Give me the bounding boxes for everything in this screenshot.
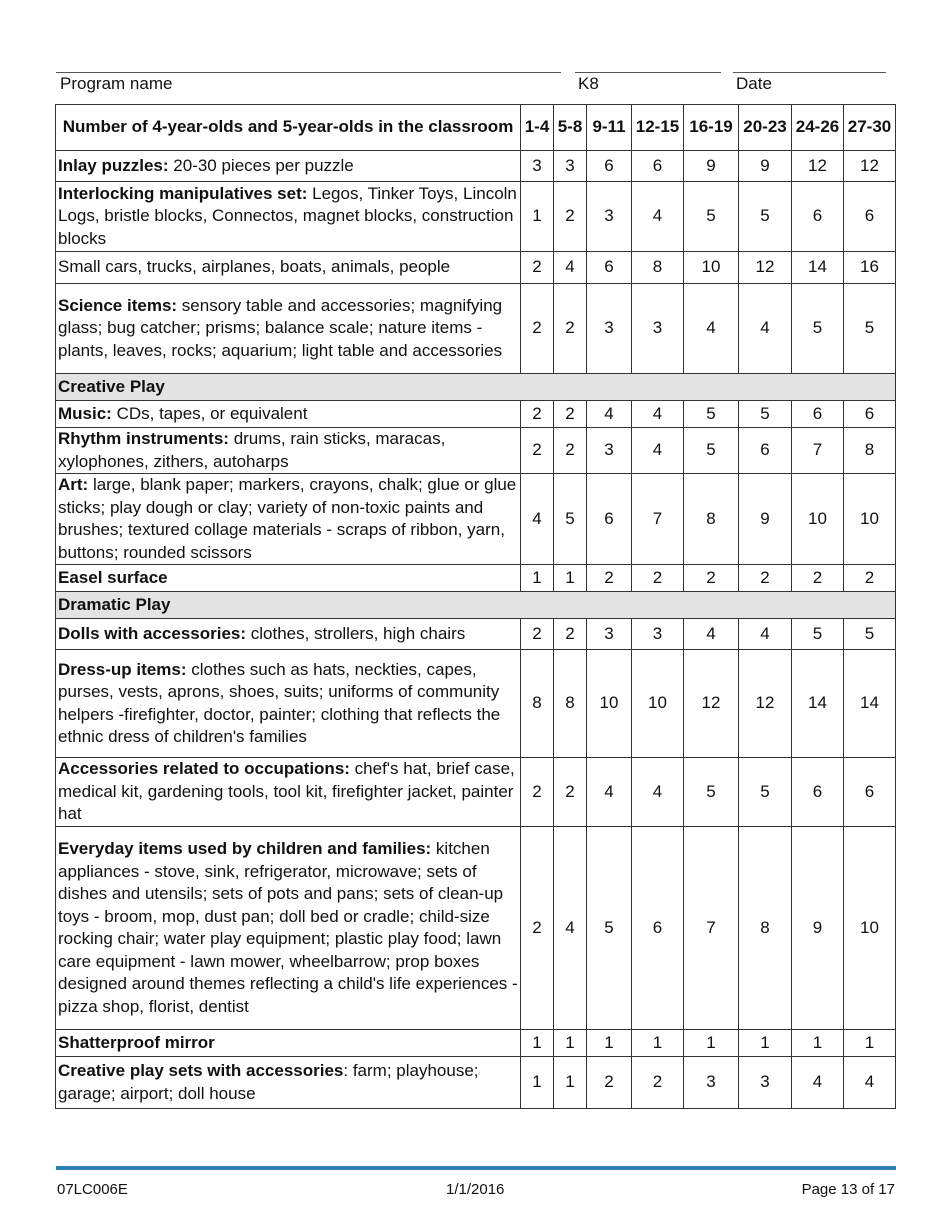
table-row <box>56 151 896 182</box>
item-detail: drums, rain sticks, maracas, xylophones, zithers, autoharps <box>58 429 446 471</box>
quantity-cell: 14 <box>792 650 844 758</box>
table-body <box>56 151 896 1109</box>
quantity-cell: 6 <box>792 758 844 827</box>
section-title: Creative Play <box>56 374 896 401</box>
column-header: 16-19 <box>684 105 739 151</box>
column-header: 27-30 <box>844 105 896 151</box>
item-description <box>56 284 521 374</box>
quantity-cell: 10 <box>587 650 632 758</box>
item-label: Interlocking manipulatives set: <box>58 183 308 203</box>
quantity-cell: 4 <box>521 474 554 565</box>
quantity-cell: 8 <box>844 428 896 474</box>
quantity-cell: 3 <box>521 151 554 182</box>
date-label: Date <box>736 74 772 93</box>
quantity-cell: 6 <box>844 758 896 827</box>
quantity-cell: 9 <box>739 474 792 565</box>
quantity-cell: 2 <box>521 827 554 1030</box>
quantity-cell: 3 <box>632 619 684 650</box>
quantity-cell: 6 <box>587 151 632 182</box>
section-row <box>56 592 896 619</box>
quantity-cell: 1 <box>632 1030 684 1057</box>
column-header: 12-15 <box>632 105 684 151</box>
table-row <box>56 1057 896 1109</box>
quantity-cell: 7 <box>792 428 844 474</box>
item-description <box>56 252 521 284</box>
item-description <box>56 474 521 565</box>
quantity-cell: 5 <box>739 758 792 827</box>
item-description <box>56 758 521 827</box>
item-description <box>56 1057 521 1109</box>
item-detail: Legos, Tinker Toys, Lincoln Logs, bristle blocks, Connectos, magnet blocks, construction blocks <box>58 183 517 248</box>
item-label: Inlay puzzles: <box>58 155 169 175</box>
item-detail: : farm; playhouse; garage; airport; doll house <box>58 1061 479 1103</box>
quantity-cell: 1 <box>844 1030 896 1057</box>
quantity-cell: 12 <box>739 252 792 284</box>
table-row <box>56 474 896 565</box>
quantity-cell: 5 <box>684 758 739 827</box>
item-label: Easel surface <box>58 567 168 587</box>
quantity-cell: 1 <box>554 1057 587 1109</box>
quantity-cell: 4 <box>587 401 632 428</box>
quantity-cell: 4 <box>844 1057 896 1109</box>
quantity-cell: 2 <box>554 758 587 827</box>
quantity-cell: 2 <box>554 619 587 650</box>
quantity-cell: 7 <box>632 474 684 565</box>
date-field <box>733 72 886 94</box>
quantity-cell: 4 <box>587 758 632 827</box>
quantity-cell: 2 <box>844 565 896 592</box>
quantity-cell: 6 <box>632 151 684 182</box>
item-detail: large, blank paper; markers, crayons, chalk; glue or glue sticks; play dough or clay; variety of non-toxic paints and brushes; textured collage materials - scraps of ribbon, yarn, buttons; rounded scissors <box>58 475 517 562</box>
section-title: Dramatic Play <box>56 592 896 619</box>
quantity-cell: 4 <box>684 284 739 374</box>
quantity-cell: 10 <box>844 474 896 565</box>
quantity-cell: 6 <box>792 182 844 252</box>
quantity-cell: 2 <box>521 619 554 650</box>
quantity-cell: 3 <box>684 1057 739 1109</box>
quantity-cell: 2 <box>554 284 587 374</box>
quantity-cell: 12 <box>739 650 792 758</box>
item-detail: sensory table and accessories; magnifying glass; bug catcher; prisms; balance scale; nature items - plants, leaves, rocks; aquarium; light table and accessories <box>58 295 503 360</box>
column-header: 24-26 <box>792 105 844 151</box>
footer-date: 1/1/2016 <box>446 1181 505 1198</box>
quantity-cell: 8 <box>632 252 684 284</box>
quantity-cell: 10 <box>632 650 684 758</box>
item-label: Dolls with accessories: <box>58 623 247 643</box>
quantity-cell: 12 <box>684 650 739 758</box>
item-description <box>56 619 521 650</box>
quantity-cell: 6 <box>587 474 632 565</box>
quantity-cell: 3 <box>587 182 632 252</box>
item-detail: CDs, tapes, or equivalent <box>111 403 308 423</box>
quantity-cell: 1 <box>521 182 554 252</box>
quantity-cell: 4 <box>632 401 684 428</box>
item-description <box>56 650 521 758</box>
footer-document-code: 07LC006E <box>57 1181 128 1198</box>
quantity-cell: 4 <box>739 284 792 374</box>
quantity-cell: 4 <box>632 182 684 252</box>
quantity-cell: 9 <box>792 827 844 1030</box>
column-header: 20-23 <box>739 105 792 151</box>
item-detail: kitchen appliances - stove, sink, refrigerator, microwave; sets of dishes and utensils; sets of pots and pans; sets of clean-up toys - broom, mop, dust pan; doll bed or cradle; child-size rocking chair; water play equipment; plastic play food; lawn care equipment - lawn mower, wheelbarrow; prop boxes designed around themes reflecting a child's life experiences - pizza shop, florist, dentist <box>58 839 518 1016</box>
quantity-cell: 2 <box>792 565 844 592</box>
quantity-cell: 2 <box>554 428 587 474</box>
column-header: 1-4 <box>521 105 554 151</box>
quantity-cell: 5 <box>684 182 739 252</box>
quantity-cell: 2 <box>684 565 739 592</box>
item-label: Everyday items used by children and families: <box>58 839 432 858</box>
quantity-cell: 6 <box>587 252 632 284</box>
quantity-cell: 1 <box>739 1030 792 1057</box>
item-label: Science items: <box>58 295 178 315</box>
table-row <box>56 284 896 374</box>
quantity-cell: 5 <box>739 182 792 252</box>
quantity-cell: 1 <box>521 1030 554 1057</box>
table-row <box>56 565 896 592</box>
quantity-cell: 8 <box>684 474 739 565</box>
quantity-cell: 2 <box>521 758 554 827</box>
quantity-cell: 14 <box>844 650 896 758</box>
quantity-cell: 5 <box>792 284 844 374</box>
quantity-cell: 10 <box>792 474 844 565</box>
quantity-cell: 2 <box>632 565 684 592</box>
quantity-cell: 10 <box>844 827 896 1030</box>
quantity-cell: 8 <box>521 650 554 758</box>
quantity-cell: 5 <box>844 284 896 374</box>
quantity-cell: 3 <box>632 284 684 374</box>
quantity-cell: 1 <box>554 1030 587 1057</box>
quantity-cell: 2 <box>521 401 554 428</box>
item-detail: chef's hat, brief case, medical kit, gardening tools, tool kit, firefighter jacket, painter hat <box>58 759 515 824</box>
table-header-row <box>56 105 896 151</box>
quantity-cell: 1 <box>554 565 587 592</box>
k8-field <box>575 72 721 94</box>
program-name-field <box>56 72 561 94</box>
item-description <box>56 428 521 474</box>
quantity-cell: 2 <box>739 565 792 592</box>
quantity-cell: 3 <box>587 619 632 650</box>
table-row <box>56 428 896 474</box>
item-label: Rhythm instruments: <box>58 429 229 448</box>
table-row <box>56 758 896 827</box>
quantity-cell: 3 <box>587 428 632 474</box>
quantity-cell: 5 <box>587 827 632 1030</box>
quantity-cell: 6 <box>632 827 684 1030</box>
quantity-cell: 7 <box>684 827 739 1030</box>
quantity-cell: 4 <box>739 619 792 650</box>
quantity-cell: 6 <box>844 182 896 252</box>
quantity-cell: 4 <box>554 252 587 284</box>
quantity-cell: 5 <box>684 401 739 428</box>
quantity-cell: 6 <box>844 401 896 428</box>
column-header: 5-8 <box>554 105 587 151</box>
item-label: Creative play sets with accessories <box>58 1061 344 1080</box>
item-detail: clothes, strollers, high chairs <box>246 623 466 643</box>
item-detail: clothes such as hats, neckties, capes, purses, vests, aprons, shoes, suits; uniforms of community helpers -firefighter, doctor, painter; clothing that reflects the ethnic dress of children's families <box>58 659 501 746</box>
quantity-cell: 2 <box>632 1057 684 1109</box>
quantity-cell: 3 <box>739 1057 792 1109</box>
quantity-cell: 4 <box>632 428 684 474</box>
item-description <box>56 1030 521 1057</box>
quantity-cell: 2 <box>554 182 587 252</box>
table-row <box>56 401 896 428</box>
item-description <box>56 401 521 428</box>
quantity-cell: 5 <box>739 401 792 428</box>
quantity-cell: 12 <box>792 151 844 182</box>
quantity-cell: 4 <box>792 1057 844 1109</box>
quantity-cell: 5 <box>844 619 896 650</box>
quantity-cell: 9 <box>739 151 792 182</box>
quantity-cell: 1 <box>587 1030 632 1057</box>
quantity-cell: 5 <box>554 474 587 565</box>
quantity-cell: 2 <box>521 428 554 474</box>
item-label: Music: <box>58 403 112 423</box>
table-row <box>56 252 896 284</box>
item-label: Shatterproof mirror <box>58 1032 215 1052</box>
quantity-cell: 9 <box>684 151 739 182</box>
table-row <box>56 619 896 650</box>
item-detail: 20-30 pieces per puzzle <box>168 155 354 175</box>
quantity-cell: 4 <box>684 619 739 650</box>
table-row <box>56 827 896 1030</box>
item-label: Art: <box>58 475 89 494</box>
quantity-cell: 1 <box>521 1057 554 1109</box>
quantity-cell: 12 <box>844 151 896 182</box>
item-description <box>56 182 521 252</box>
item-description <box>56 565 521 592</box>
quantity-cell: 1 <box>521 565 554 592</box>
quantity-cell: 5 <box>792 619 844 650</box>
quantity-cell: 5 <box>684 428 739 474</box>
quantity-cell: 10 <box>684 252 739 284</box>
table-row <box>56 182 896 252</box>
header-label: Number of 4-year-olds and 5-year-olds in the classroom <box>56 105 521 151</box>
quantity-cell: 14 <box>792 252 844 284</box>
quantity-cell: 8 <box>554 650 587 758</box>
program-name-label: Program name <box>60 74 173 93</box>
quantity-cell: 4 <box>632 758 684 827</box>
quantity-cell: 6 <box>739 428 792 474</box>
table-row <box>56 650 896 758</box>
equipment-requirements-table <box>55 104 896 1109</box>
item-detail: Small cars, trucks, airplanes, boats, animals, people <box>58 257 451 277</box>
quantity-cell: 4 <box>554 827 587 1030</box>
quantity-cell: 3 <box>587 284 632 374</box>
k8-label: K8 <box>578 74 599 93</box>
section-row <box>56 374 896 401</box>
quantity-cell: 1 <box>684 1030 739 1057</box>
quantity-cell: 1 <box>792 1030 844 1057</box>
item-description <box>56 151 521 182</box>
column-header: 9-11 <box>587 105 632 151</box>
quantity-cell: 2 <box>521 284 554 374</box>
quantity-cell: 3 <box>554 151 587 182</box>
footer-page-number: Page 13 of 17 <box>801 1181 895 1198</box>
table-row <box>56 1030 896 1057</box>
quantity-cell: 16 <box>844 252 896 284</box>
item-description <box>56 827 521 1030</box>
footer-rule <box>56 1166 896 1170</box>
quantity-cell: 2 <box>587 1057 632 1109</box>
quantity-cell: 2 <box>554 401 587 428</box>
quantity-cell: 6 <box>792 401 844 428</box>
item-label: Accessories related to occupations: <box>58 759 350 779</box>
quantity-cell: 2 <box>521 252 554 284</box>
quantity-cell: 2 <box>587 565 632 592</box>
quantity-cell: 8 <box>739 827 792 1030</box>
item-label: Dress-up items: <box>58 659 187 679</box>
